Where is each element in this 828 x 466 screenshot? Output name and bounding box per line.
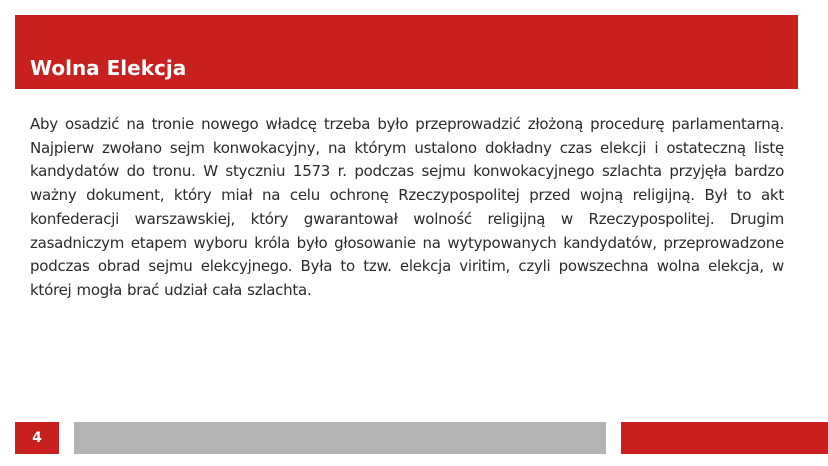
body-paragraph: Aby osadzić na tronie nowego władcę trzeba było przeprowadzić złożoną procedurę parlamentarną. Najpierw zwołano sejm konwokacyjny, na którym ustalono dokładny czas elekcji i ostateczną listę kandydatów do tronu. W styczniu 1573 r. podczas sejmu konwokacyjnego szlachta przyjęła bardzo ważny dokument, który miał na celu ochronę Rzeczypospolitej przed wojną religijną. Był to akt konfederacji warszawskiej, który gwarantował wolność religijną w Rzeczypospolitej. Drugim zasadniczym etapem wyboru króla było głosowanie na wytypowanych kandydatów, przeprowadzone podczas obrad sejmu elekcyjnego. Była to tzw. elekcja viritim, czyli powszechna wolna elekcja, w której mogła brać udział cała szlachta. [30,115,784,299]
footer-red-bar [621,422,828,454]
footer-gray-bar [74,422,606,454]
page-number: 4 [32,430,42,446]
page-number-box [15,422,59,454]
slide-title: Wolna Elekcja [30,56,187,80]
title-bar [15,15,798,89]
